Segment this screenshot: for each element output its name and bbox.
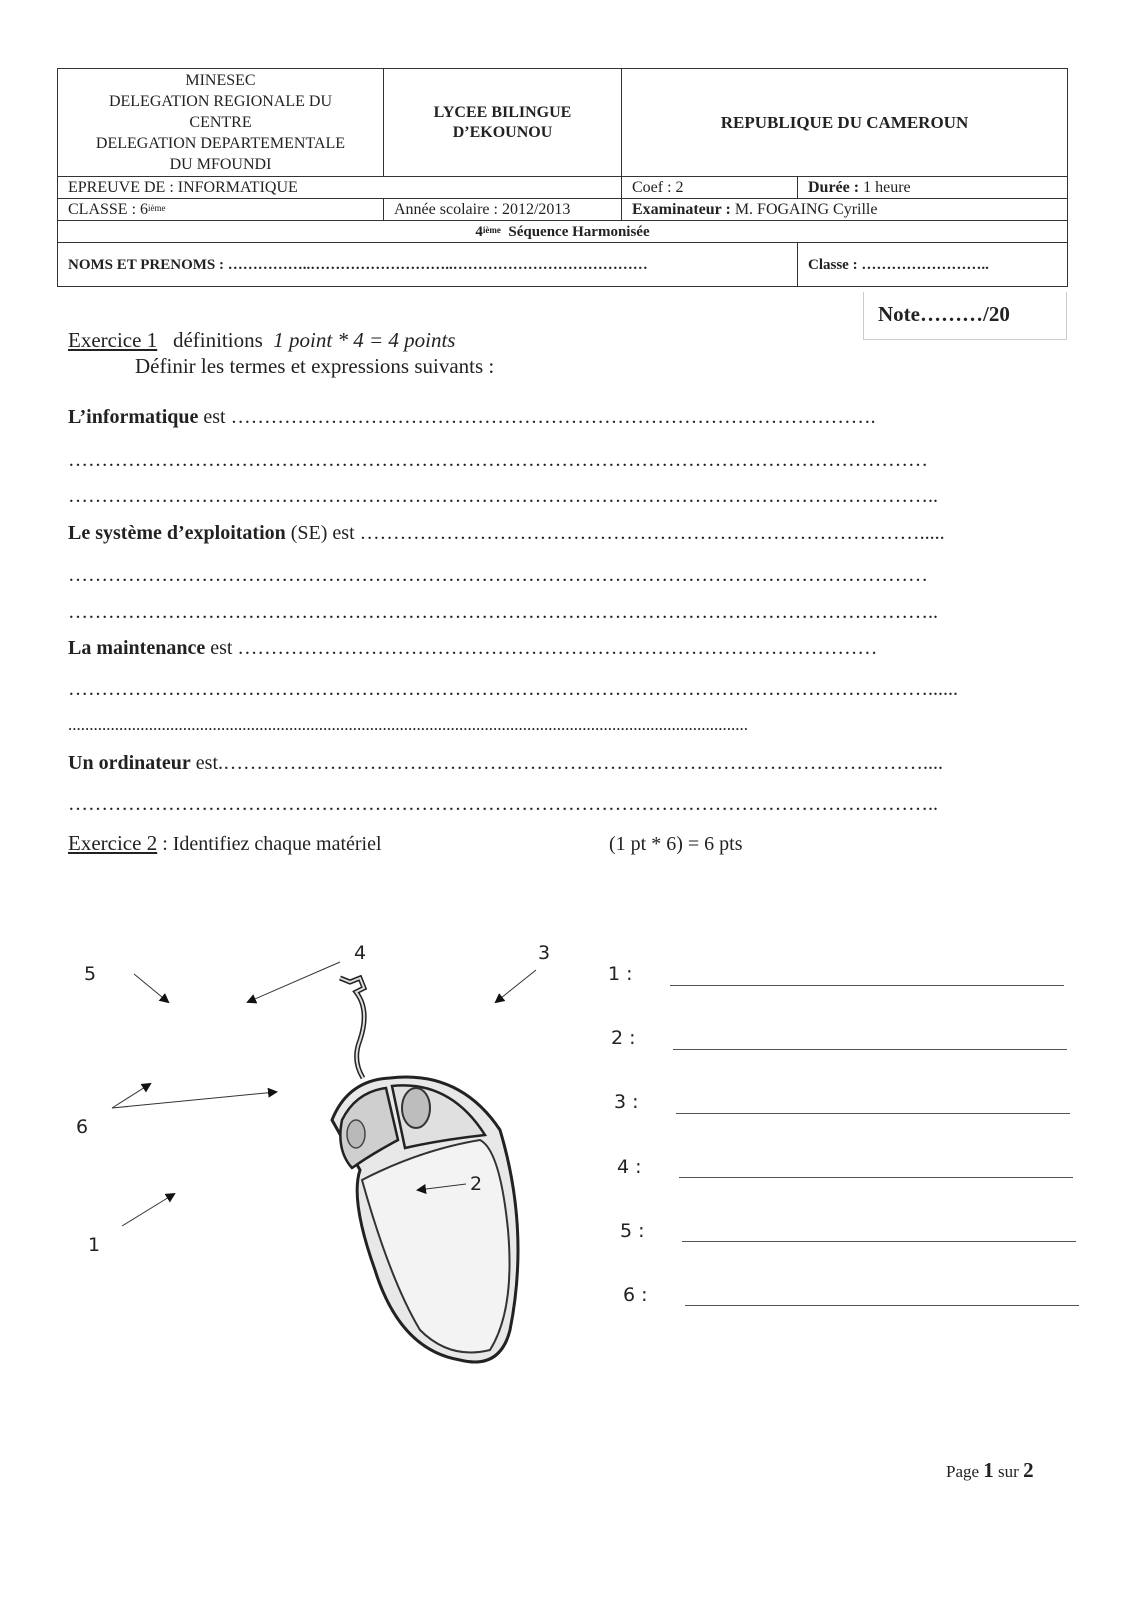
arrow-5: [134, 974, 168, 1002]
callout-2: 2: [470, 1173, 483, 1195]
annee-cell: Année scolaire : 2012/2013: [384, 199, 622, 221]
callout-5: 5: [84, 963, 97, 985]
duree-cell: Durée : 1 heure: [798, 177, 1068, 199]
classe-cell: CLASSE : 6ième: [58, 199, 384, 221]
term-systeme-exploitation[interactable]: Le système d’exploitation (SE) est ………………………………………………………………………….....: [68, 522, 945, 544]
classe-field[interactable]: Classe : ……………………..: [798, 243, 1068, 287]
answer-line[interactable]: …………………………………………………………………………………………………………………......: [68, 678, 958, 700]
term-ordinateur[interactable]: Un ordinateur est.……………………………………………………………………………………………....: [68, 752, 944, 774]
term-maintenance[interactable]: La maintenance est ……………………………………………………………………………………: [68, 637, 878, 659]
answer-line[interactable]: …………………………………………………………………………………………………………………: [68, 449, 928, 471]
answer-label-5: 5 :: [620, 1220, 645, 1242]
exercise1-instruction: Définir les termes et expressions suivants :: [135, 354, 495, 378]
exercise2-points: (1 pt * 6) = 6 pts: [609, 833, 743, 855]
answer-line[interactable]: …………………………………………………………………………………………………………………..: [68, 485, 938, 507]
callout-4: 4: [354, 942, 367, 964]
sequence-cell: 4ième Séquence Harmonisée: [58, 221, 1068, 243]
answer-label-1: 1 :: [608, 963, 633, 985]
exercise2-heading: Exercice 2 : Identifiez chaque matériel: [68, 831, 382, 855]
arrow-6b: [112, 1092, 276, 1108]
noms-field[interactable]: NOMS ET PRENOMS : ……………..………………………..…………………………………: [58, 243, 798, 287]
answer-line[interactable]: …………………………………………………………………………………………………………………..: [68, 601, 938, 623]
arrow-3: [496, 970, 536, 1002]
answer-line[interactable]: ................................................................................................................................................................: [68, 715, 748, 734]
answer-field-3[interactable]: [676, 1113, 1070, 1114]
exercise1-heading: Exercice 1 définitions 1 point * 4 = 4 points: [68, 328, 456, 352]
callout-3: 3: [538, 942, 551, 964]
mouse-palm: [362, 1140, 510, 1353]
examinateur-cell: Examinateur : M. FOGAING Cyrille: [622, 199, 1068, 221]
answer-line[interactable]: …………………………………………………………………………………………………………………..: [68, 793, 938, 815]
answer-field-2[interactable]: [673, 1049, 1067, 1050]
term-informatique[interactable]: L’informatique est …………………………………………………………………………………….: [68, 406, 876, 428]
mouse-diagram: [60, 930, 580, 1410]
arrow-4: [248, 962, 340, 1002]
country-cell: REPUBLIQUE DU CAMEROUN: [622, 69, 1068, 177]
answer-label-4: 4 :: [617, 1156, 642, 1178]
school-cell: LYCEE BILINGUE D’EKOUNOU: [384, 69, 622, 177]
answer-line[interactable]: …………………………………………………………………………………………………………………: [68, 564, 928, 586]
answer-label-6: 6 :: [623, 1284, 648, 1306]
answer-label-3: 3 :: [614, 1091, 639, 1113]
callout-6: 6: [76, 1116, 89, 1138]
answer-field-5[interactable]: [682, 1241, 1076, 1242]
answer-field-6[interactable]: [685, 1305, 1079, 1306]
arrow-1: [122, 1194, 174, 1226]
page-number: Page 1 sur 2: [946, 1458, 1034, 1482]
coef-cell: Coef : 2: [622, 177, 798, 199]
ministry-cell: MINESEC DELEGATION REGIONALE DU CENTRE DELEGATION DEPARTEMENTALE DU MFOUNDI: [58, 69, 384, 177]
answer-field-1[interactable]: [670, 985, 1064, 986]
scroll-wheel: [402, 1088, 430, 1128]
mouse-cable: [340, 978, 364, 1078]
callout-1: 1: [88, 1234, 101, 1256]
answer-field-4[interactable]: [679, 1177, 1073, 1178]
grade-box: Note………/20: [863, 292, 1067, 340]
epreuve-cell: EPREUVE DE : INFORMATIQUE: [58, 177, 622, 199]
answer-label-2: 2 :: [611, 1027, 636, 1049]
header-table: [57, 68, 1068, 287]
